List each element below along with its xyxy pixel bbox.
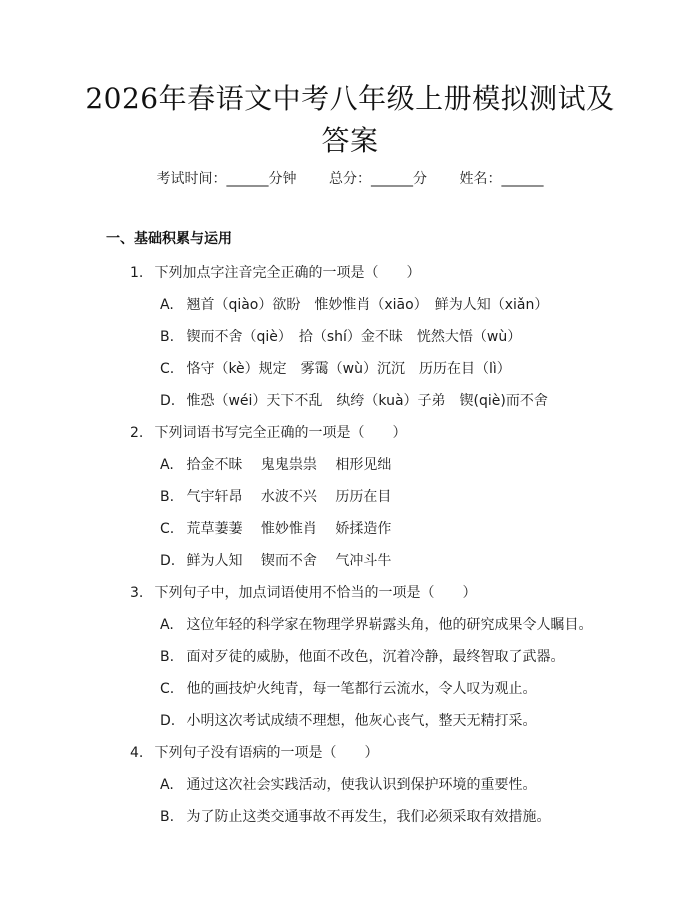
question-1-option-c	[160, 358, 511, 378]
option-text: 面对歹徒的威胁，他面不改色，沉着冷静，最终智取了武器。	[186, 649, 565, 665]
option-text: 这位年轻的科学家在物理学界崭露头角，他的研究成果令人瞩目。	[186, 617, 593, 633]
option-text: 气宇轩昂 水波不兴 历历在目	[186, 489, 392, 505]
option-letter: A.	[160, 617, 174, 633]
option-letter: A.	[160, 457, 174, 473]
question-2-option-a	[160, 454, 391, 474]
option-text: 恪守（kè）规定 雾霭（wù）沉沉 历历在目（lì）	[186, 361, 511, 377]
page-title: 2026年春语文中考八年级上册模拟测试及答案	[85, 82, 615, 157]
question-1-option-b	[160, 326, 521, 346]
question-3-option-c	[160, 678, 536, 698]
option-letter: D.	[160, 393, 176, 409]
question-number: 2.	[130, 425, 144, 441]
question-number: 3.	[130, 585, 144, 601]
question-3-option-a	[160, 614, 592, 634]
total-score-field: 总分：______分	[329, 171, 427, 187]
question-text: 下列句子没有语病的一项是（ ）	[154, 745, 379, 761]
question-text: 下列句子中，加点词语使用不恰当的一项是（ ）	[154, 585, 477, 601]
question-1-option-d	[160, 390, 548, 410]
option-text: 惟恐（wéi）天下不乱 纨绔（kuà）子弟 锲(qiè)而不舍	[186, 393, 548, 409]
question-4	[130, 742, 378, 762]
student-name-field: 姓名：______	[459, 171, 544, 187]
section-title: 一、基础积累与运用	[106, 231, 232, 247]
option-text: 锲而不舍（qiè） 拾（shí）金不昧 恍然大悟（wù）	[186, 329, 522, 345]
question-4-option-a	[160, 774, 536, 794]
option-letter: D.	[160, 553, 176, 569]
question-text: 下列词语书写完全正确的一项是（ ）	[154, 425, 407, 441]
question-1	[130, 262, 420, 282]
option-letter: A.	[160, 777, 174, 793]
option-text: 拾金不昧 鬼鬼祟祟 相形见绌	[186, 457, 392, 473]
question-3-option-d	[160, 710, 536, 730]
option-letter: D.	[160, 713, 176, 729]
option-letter: A.	[160, 297, 174, 313]
option-letter: C.	[160, 521, 175, 537]
option-letter: C.	[160, 361, 175, 377]
question-2-option-d	[160, 550, 391, 570]
question-text: 下列加点字注音完全正确的一项是（ ）	[154, 265, 421, 281]
question-number: 4.	[130, 745, 144, 761]
option-letter: B.	[160, 489, 175, 505]
option-text: 他的画技炉火纯青，每一笔都行云流水，令人叹为观止。	[186, 681, 537, 697]
exam-meta	[0, 168, 700, 188]
question-3	[130, 582, 476, 602]
option-letter: B.	[160, 649, 175, 665]
question-3-option-b	[160, 646, 564, 666]
question-4-option-b	[160, 806, 550, 826]
option-text: 鲜为人知 锲而不舍 气冲斗牛	[186, 553, 392, 569]
option-text: 翘首（qiào）欲盼 惟妙惟肖（xiāo） 鲜为人知（xiǎn）	[186, 297, 549, 313]
option-letter: B.	[160, 809, 175, 825]
option-letter: C.	[160, 681, 175, 697]
option-text: 小明这次考试成绩不理想，他灰心丧气，整天无精打采。	[186, 713, 537, 729]
question-number: 1.	[130, 265, 144, 281]
question-2	[130, 422, 406, 442]
exam-time-field: 考试时间：______分钟	[156, 171, 297, 187]
question-1-option-a	[160, 294, 548, 314]
option-text: 为了防止这类交通事故不再发生，我们必须采取有效措施。	[186, 809, 551, 825]
option-letter: B.	[160, 329, 175, 345]
option-text: 通过这次社会实践活动，使我认识到保护环境的重要性。	[186, 777, 537, 793]
option-text: 荒草萋萋 惟妙惟肖 娇揉造作	[186, 521, 392, 537]
question-2-option-b	[160, 486, 391, 506]
question-2-option-c	[160, 518, 391, 538]
